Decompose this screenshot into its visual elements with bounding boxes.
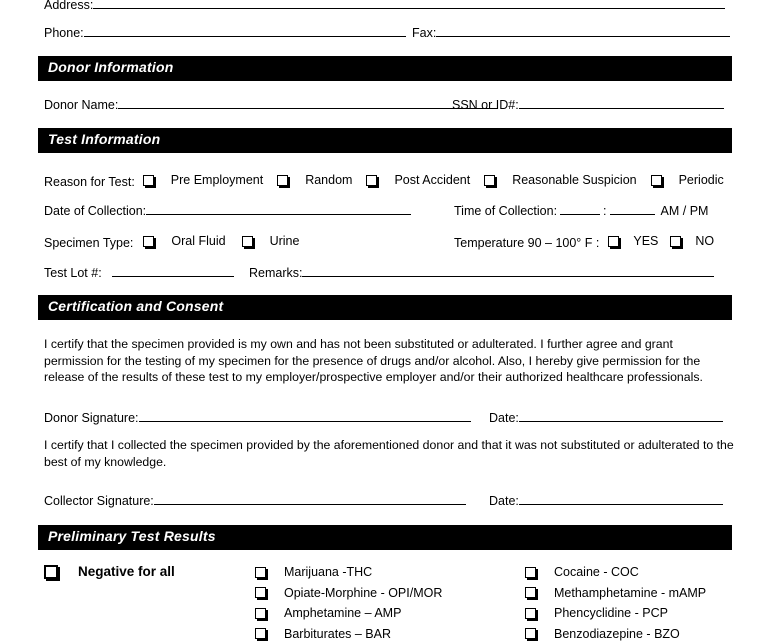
time-of-collection-row [454,203,708,218]
checkbox-icon[interactable] [651,175,662,186]
checkbox-icon[interactable] [255,567,266,578]
drug-option-label: Marijuana -THC [284,565,372,579]
checkbox-icon[interactable] [255,628,266,639]
drug-checklist-right-column [525,562,706,644]
reason-option-label: Pre Employment [171,173,263,187]
collector-date-input-line[interactable] [519,493,723,505]
donor-date-input-line[interactable] [519,410,723,422]
checkbox-icon[interactable] [44,565,58,579]
reason-option-label: Periodic [679,173,724,187]
section-title-preliminary-test-results: Preliminary Test Results [48,528,216,544]
collector-signature-input-line[interactable] [154,493,466,505]
collector-certification-statement: I certify that I collected the specimen provided by the aforementioned donor and that it was not substituted or adulterated to the best of my knowledge. [44,437,734,470]
reason-option-label: Random [305,173,352,187]
specimen-option-label: Urine [270,234,300,248]
reason-option-post-accident[interactable] [366,173,470,187]
address-label: Address: [44,0,93,12]
ssn-label: SSN or ID#: [452,98,519,112]
temperature-row [454,234,714,250]
reason-option-label: Reasonable Suspicion [512,173,636,187]
date-of-collection-label: Date of Collection: [44,204,146,218]
drug-option-label: Barbiturates – BAR [284,627,391,641]
specimen-type-row [44,234,299,250]
drug-checklist-left-column [255,562,442,644]
drug-option-label: Cocaine - COC [554,565,639,579]
phone-label: Phone: [44,26,84,40]
remarks-input-line[interactable] [302,265,714,277]
checkbox-icon[interactable] [670,236,681,247]
section-header-certification-consent [38,295,732,320]
drug-option-pcp[interactable] [525,603,706,624]
collector-signature-label: Collector Signature: [44,494,154,508]
specimen-option-urine[interactable] [242,234,300,248]
ssn-field-row [452,97,724,112]
date-of-collection-row [44,203,411,218]
reason-option-pre-employment[interactable] [143,173,263,187]
temperature-label: Temperature 90 – 100° F : [454,236,599,250]
address-field-row [44,0,725,12]
temperature-option-label: NO [695,234,714,248]
drug-option-label: Amphetamine – AMP [284,606,401,620]
drug-option-mamp[interactable] [525,583,706,604]
section-title-test-information: Test Information [48,131,160,147]
time-of-collection-label: Time of Collection: [454,204,557,218]
am-pm-label: AM / PM [661,204,709,218]
checkbox-icon[interactable] [277,175,288,186]
test-lot-input-line[interactable] [112,265,234,277]
drug-option-coc[interactable] [525,562,706,583]
section-header-donor-information [38,56,732,81]
drug-option-label: Methamphetamine - mAMP [554,586,706,600]
temperature-option-no[interactable] [670,234,714,248]
drug-option-label: Opiate-Morphine - OPI/MOR [284,586,442,600]
donor-signature-input-line[interactable] [139,410,471,422]
test-lot-label: Test Lot #: [44,266,102,280]
donor-signature-label: Donor Signature: [44,411,139,425]
donor-signature-row [44,410,471,425]
section-header-test-information [38,128,732,153]
phone-field-row [44,25,406,40]
checkbox-icon[interactable] [525,628,536,639]
reason-option-random[interactable] [277,173,352,187]
checkbox-icon[interactable] [255,608,266,619]
reason-option-periodic[interactable] [651,173,724,187]
specimen-option-oral-fluid[interactable] [143,234,225,248]
negative-for-all-option[interactable] [44,564,175,579]
collector-date-label: Date: [489,494,519,508]
collector-date-row [489,493,723,508]
drug-option-opi-mor[interactable] [255,583,442,604]
checkbox-icon[interactable] [255,587,266,598]
drug-option-label: Phencyclidine - PCP [554,606,668,620]
reason-for-test-label: Reason for Test: [44,175,135,189]
checkbox-icon[interactable] [525,608,536,619]
time-separator: : [603,204,606,218]
drug-option-thc[interactable] [255,562,442,583]
reason-option-label: Post Accident [394,173,470,187]
drug-option-amp[interactable] [255,603,442,624]
time-minute-input-line[interactable] [610,203,655,215]
collector-signature-row [44,493,466,508]
checkbox-icon[interactable] [242,236,253,247]
specimen-option-label: Oral Fluid [171,234,225,248]
fax-label: Fax: [412,26,436,40]
section-title-certification-consent: Certification and Consent [48,298,223,314]
donor-name-label: Donor Name: [44,98,118,112]
phone-input-line[interactable] [84,25,406,37]
donor-date-label: Date: [489,411,519,425]
temperature-option-label: YES [633,234,658,248]
date-of-collection-input-line[interactable] [146,203,411,215]
temperature-option-yes[interactable] [608,234,658,248]
drug-option-bar[interactable] [255,624,442,644]
specimen-type-label: Specimen Type: [44,236,133,250]
reason-option-reasonable-suspicion[interactable] [484,173,636,187]
donor-certification-statement: I certify that the specimen provided is my own and has not been substituted or adulterated. I further agree and grant permission for the testing of my specimen for the presence of drugs and/or alcohol. Also, I hereby give permission for the release of the results of these test to my employer/prospective employer and/or their authorized healthcare professionals. [44,336,734,386]
reason-for-test-row [44,173,724,189]
remarks-label: Remarks: [249,266,302,280]
drug-option-label: Benzodiazepine - BZO [554,627,680,641]
donor-name-input-line[interactable] [118,97,498,109]
checkbox-icon[interactable] [525,587,536,598]
negative-for-all-label: Negative for all [78,564,175,579]
donor-date-row [489,410,723,425]
checkbox-icon[interactable] [525,567,536,578]
checkbox-icon[interactable] [608,236,619,247]
remarks-row [249,265,714,280]
checkbox-icon[interactable] [366,175,377,186]
section-header-preliminary-test-results [38,525,732,550]
time-hour-input-line[interactable] [560,203,600,215]
checkbox-icon[interactable] [143,175,154,186]
section-title-donor-information: Donor Information [48,59,174,75]
fax-input-line[interactable] [436,25,730,37]
fax-field-row [412,25,730,40]
address-input-line[interactable] [93,0,725,9]
ssn-input-line[interactable] [519,97,724,109]
test-lot-row [44,265,234,280]
drug-option-bzo[interactable] [525,624,706,644]
checkbox-icon[interactable] [143,236,154,247]
donor-name-field-row [44,97,498,112]
checkbox-icon[interactable] [484,175,495,186]
